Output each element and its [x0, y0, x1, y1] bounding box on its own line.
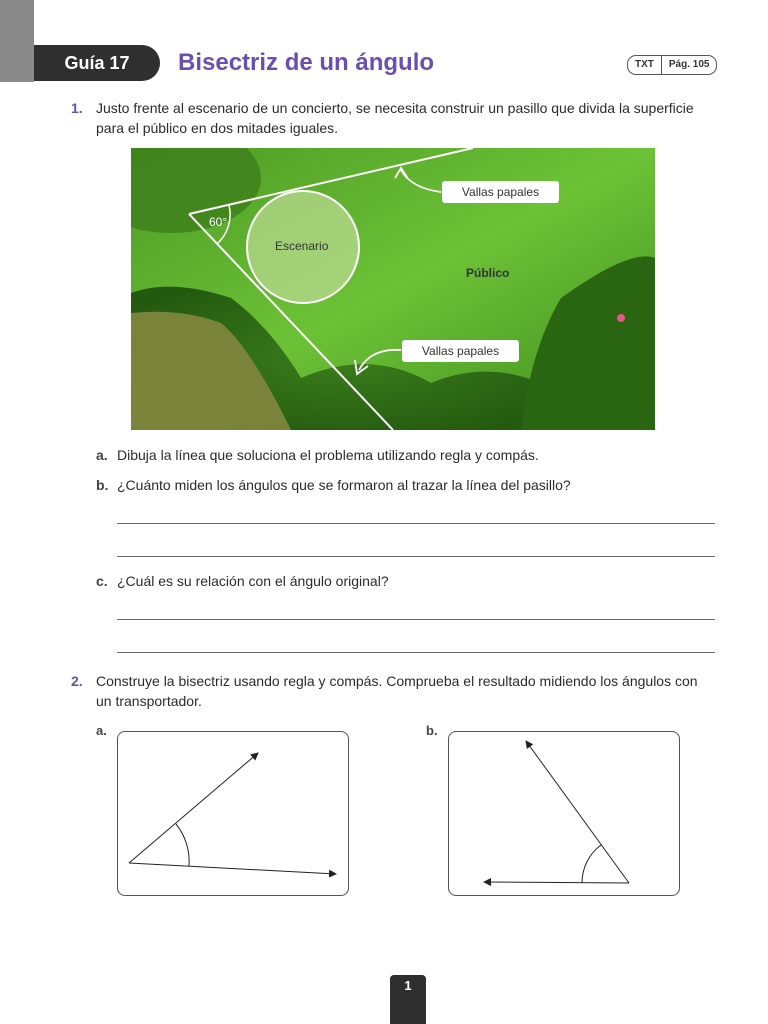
- answer-line-1b-2[interactable]: [117, 556, 715, 557]
- ray-b-lower: [484, 882, 629, 883]
- page-reference: Pág. 105: [661, 56, 717, 74]
- angle-box-b[interactable]: [448, 731, 680, 896]
- question-1c-text: ¿Cuál es su relación con el ángulo original?: [117, 573, 389, 589]
- txt-label: TXT: [635, 59, 654, 70]
- angle-label: 60°: [209, 215, 228, 229]
- audience-label: Público: [466, 266, 510, 280]
- question-1a-letter: a.: [96, 447, 108, 463]
- answer-line-1c-1[interactable]: [117, 619, 715, 620]
- page-title: Bisectriz de un ángulo: [178, 49, 435, 76]
- question-2a-letter: a.: [96, 723, 107, 738]
- angle-b-drawing: [449, 732, 679, 895]
- flower: [617, 314, 625, 322]
- angle-box-a[interactable]: [117, 731, 349, 896]
- angle-b-arc: [582, 845, 601, 883]
- question-1c: [96, 571, 389, 591]
- stage-label: Escenario: [275, 239, 329, 253]
- ray-a-upper: [129, 753, 258, 863]
- concert-aerial-photo: [131, 148, 655, 430]
- angle-a-arc: [176, 824, 189, 866]
- question-1-number: 1.: [71, 100, 83, 116]
- question-1c-letter: c.: [96, 573, 108, 589]
- question-2b-letter: b.: [426, 723, 438, 738]
- question-2: [71, 671, 716, 711]
- question-1a-text: Dibuja la línea que soluciona el problema utilizando regla y compás.: [117, 447, 539, 463]
- question-2-number: 2.: [71, 673, 83, 689]
- guide-badge: Guía 17: [34, 45, 160, 81]
- fence-bottom-label: Vallas papales: [402, 340, 519, 362]
- answer-line-1c-2[interactable]: [117, 652, 715, 653]
- corner-tab: [0, 0, 34, 82]
- textbook-reference: [627, 55, 717, 75]
- angle-a-drawing: [118, 732, 348, 895]
- ray-b-upper: [526, 741, 629, 883]
- question-2-text: Construye la bisectriz usando regla y compás. Comprueba el resultado midiendo los ángulos con un transportador.: [96, 673, 698, 709]
- question-1b-text: ¿Cuánto miden los ángulos que se formaron al trazar la línea del pasillo?: [117, 477, 571, 493]
- page-number: 1: [390, 975, 426, 1024]
- answer-line-1b-1[interactable]: [117, 523, 715, 524]
- question-1: [71, 98, 716, 138]
- question-1b: [96, 475, 571, 495]
- question-1b-letter: b.: [96, 477, 109, 493]
- fence-top-label: Vallas papales: [442, 181, 559, 203]
- photo-illustration: [131, 148, 655, 430]
- ray-a-lower: [129, 863, 336, 874]
- question-1-text: Justo frente al escenario de un concierto, se necesita construir un pasillo que divida la superficie para el público en dos mitades iguales.: [96, 100, 694, 136]
- question-1a: [96, 445, 539, 465]
